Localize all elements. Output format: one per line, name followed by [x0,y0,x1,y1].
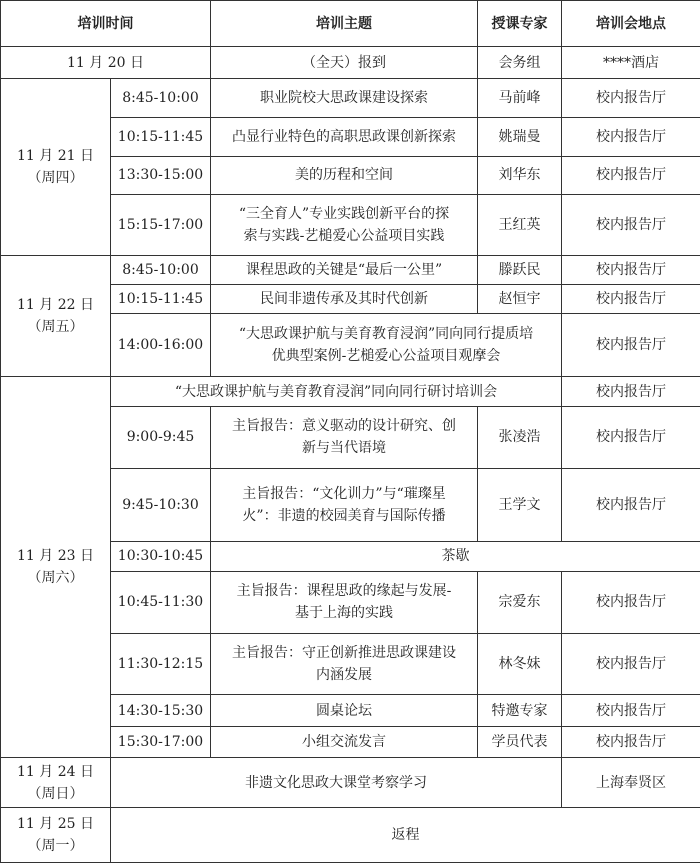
topic-cell: 凸显行业特色的高职思政课创新探索 [211,118,478,156]
day-cell [1,78,111,255]
venue-cell: 校内报告厅 [562,314,700,377]
venue-cell: 校内报告厅 [562,284,700,313]
header-venue: 培训会地点 [562,1,700,47]
expert-cell: 特邀专家 [478,695,562,727]
expert-cell: 林冬妹 [478,633,562,695]
venue-cell: ****酒店 [562,47,700,78]
topic-cell: 圆桌论坛 [211,695,478,727]
time-cell: 8:45-10:00 [111,78,211,117]
day-weekday: （周一） [27,838,84,855]
venue-cell: 校内报告厅 [562,571,700,633]
header-row [1,1,700,47]
day-weekday: （周日） [27,785,84,802]
expert-cell: 姚瑞曼 [478,118,562,156]
time-cell: 15:15-17:00 [111,194,211,255]
table-row [1,47,700,78]
expert-cell: 王红英 [478,194,562,255]
time-cell: 8:45-10:00 [111,255,211,284]
time-cell: 15:30-17:00 [111,727,211,757]
venue-cell: 校内报告厅 [562,78,700,117]
topic-cell: 返程 [111,808,700,863]
topic-cell: 非遗文化思政大课堂考察学习 [111,757,562,808]
venue-cell: 校内报告厅 [562,633,700,695]
time-cell: 10:30-10:45 [111,541,211,571]
table-row [1,757,700,808]
venue-cell: 校内报告厅 [562,156,700,194]
topic-line: 新与当代语境 [302,440,386,457]
expert-cell: 马前峰 [478,78,562,117]
topic-cell: 美的历程和空间 [211,156,478,194]
topic-line: 内涵发展 [316,666,372,683]
day-cell [1,757,111,808]
table-row [1,376,700,406]
topic-line: 主旨报告：守正创新推进思政课建设 [232,644,456,661]
time-cell: 14:30-15:30 [111,695,211,727]
topic-line: 基于上海的实践 [295,605,393,622]
venue-cell: 校内报告厅 [562,695,700,727]
topic-line: 主旨报告：意义驱动的设计研究、创 [232,418,456,435]
topic-cell [211,407,478,469]
topic-line: 主旨报告：“文化训力”与“璀璨星 [242,485,446,502]
topic-line: 索与实践-艺槌爱心公益项目实践 [243,227,445,244]
topic-cell [211,194,478,255]
expert-cell: 刘华东 [478,156,562,194]
day-date: 11 月 23 日 [17,547,94,564]
day-date: 11 月 25 日 [17,816,94,833]
date-cell: 11 月 20 日 [1,47,211,78]
venue-cell: 校内报告厅 [562,727,700,757]
expert-cell: 赵恒宇 [478,284,562,313]
venue-cell: 校内报告厅 [562,407,700,469]
topic-cell: 职业院校大思政课建设探索 [211,78,478,117]
venue-cell: 校内报告厅 [562,468,700,541]
topic-cell: 民间非遗传承及其时代创新 [211,284,478,313]
topic-line: “三全育人”专业实践创新平台的探 [238,205,450,222]
topic-cell [211,314,562,377]
expert-cell: 滕跃民 [478,255,562,284]
topic-line: “大思政课护航与美育教育浸润”同向同行提质培 [238,326,534,343]
expert-cell: 会务组 [478,47,562,78]
time-cell: 11:30-12:15 [111,633,211,695]
time-cell: 10:15-11:45 [111,284,211,313]
day-cell [1,376,111,757]
topic-line: 火”：非遗的校园美育与国际传播 [242,507,446,524]
venue-cell: 上海奉贤区 [562,757,700,808]
day-date: 11 月 24 日 [17,763,94,780]
venue-cell: 校内报告厅 [562,255,700,284]
topic-cell [211,571,478,633]
topic-cell: 茶歇 [211,541,700,571]
expert-cell: 学员代表 [478,727,562,757]
time-cell: 9:45-10:30 [111,468,211,541]
day-date: 11 月 22 日 [17,296,94,313]
time-cell: 14:00-16:00 [111,314,211,377]
day-weekday: （周六） [27,569,84,586]
header-topic: 培训主题 [211,1,478,47]
venue-cell: 校内报告厅 [562,376,700,406]
day-weekday: （周五） [27,318,84,335]
time-cell: 9:00-9:45 [111,407,211,469]
table-row [1,808,700,863]
expert-cell: 王学文 [478,468,562,541]
topic-cell: （全天）报到 [211,47,478,78]
day-weekday: （周四） [27,169,84,186]
topic-line: 优典型案例-艺槌爱心公益项目观摩会 [271,348,501,365]
header-expert: 授课专家 [478,1,562,47]
day-cell [1,255,111,376]
topic-cell: 课程思政的关键是“最后一公里” [211,255,478,284]
table-row [1,78,700,117]
time-cell: 10:15-11:45 [111,118,211,156]
time-cell: 10:45-11:30 [111,571,211,633]
topic-cell [211,468,478,541]
table-row [1,255,700,284]
time-cell: 13:30-15:00 [111,156,211,194]
topic-cell [211,633,478,695]
venue-cell: 校内报告厅 [562,118,700,156]
topic-cell: 小组交流发言 [211,727,478,757]
topic-line: 主旨报告：课程思政的缘起与发展- [236,583,452,600]
venue-cell: 校内报告厅 [562,194,700,255]
day-date: 11 月 21 日 [17,147,94,164]
expert-cell: 张凌浩 [478,407,562,469]
header-time: 培训时间 [1,1,211,47]
banner-cell: “大思政课护航与美育教育浸润”同向同行研讨培训会 [111,376,562,406]
day-cell [1,808,111,863]
expert-cell: 宗爱东 [478,571,562,633]
